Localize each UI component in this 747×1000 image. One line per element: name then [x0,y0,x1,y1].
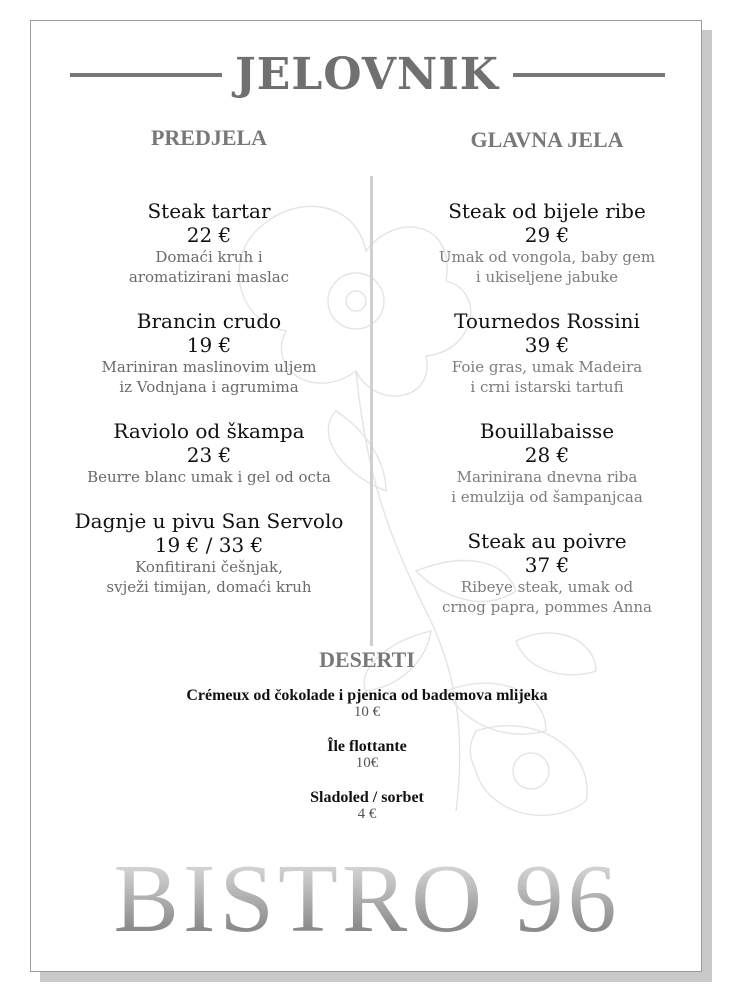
item-price: 28 € [524,443,570,467]
item-name: Steak tartar [147,199,271,223]
item-description: Umak od vongola, baby gem [438,248,656,266]
item-price: 39 € [524,333,570,357]
list-item [31,687,702,738]
list-item [49,199,369,309]
list-item [387,419,702,529]
item-description: Domaći kruh i [155,248,263,266]
dessert-price: 4 € [357,806,377,822]
desserts-heading: DESERTI [319,647,415,672]
mains-heading: GLAVNA JELA [470,127,624,152]
starters-list [49,199,369,619]
item-name: Raviolo od škampa [113,419,305,443]
desserts-section [31,647,702,840]
mains-list [387,199,702,639]
item-description: Marinirana dnevna riba [456,468,638,486]
item-description: Foie gras, umak Madeira [451,358,643,376]
list-item [31,738,702,789]
item-description: aromatizirani maslac [128,268,290,286]
item-price: 29 € [524,223,570,247]
item-description: svježi timijan, domaći kruh [106,578,312,596]
dessert-name: Crémeux od čokolade i pjenica od bademova mlijeka [186,687,548,704]
item-description: Ribeye steak, umak od [460,578,634,596]
item-name: Tournedos Rossini [454,309,640,333]
item-name: Steak od bijele ribe [448,199,646,223]
list-item [49,419,369,509]
item-description: Konfitirani češnjak, [135,558,283,576]
item-price: 19 € [186,333,232,357]
item-description: i emulzija od šampanjcaa [451,488,643,506]
item-description: iz Vodnjana i agrumima [119,378,299,396]
list-item [387,529,702,639]
dessert-name: Île flottante [327,738,407,755]
list-item [31,789,702,840]
item-name: Steak au poivre [467,529,627,553]
item-description: Mariniran maslinovim uljem [101,358,317,376]
dessert-price: 10€ [355,755,379,771]
item-description: i ukiseljene jabuke [475,268,619,286]
dessert-price: 10 € [353,704,381,720]
item-price: 23 € [186,443,232,467]
menu-page [30,20,702,972]
dessert-name: Sladoled / sorbet [310,789,424,806]
restaurant-brand: BISTRO 96 [31,839,702,959]
item-description: crnog papra, pommes Anna [442,598,652,616]
item-price: 22 € [186,223,232,247]
item-name: Bouillabaisse [479,419,615,443]
list-item [49,509,369,619]
list-item [387,199,702,309]
column-divider [370,176,373,646]
item-name: Brancin crudo [136,309,282,333]
item-description: Beurre blanc umak i gel od octa [87,468,331,486]
item-name: Dagnje u pivu San Servolo [74,509,344,533]
list-item [387,309,702,419]
item-description: i crni istarski tartufi [470,378,624,396]
item-price: 19 € / 33 € [154,533,264,557]
list-item [49,309,369,419]
starters-heading: PREDJELA [150,125,268,150]
menu-title: JELOVNIK [234,49,500,100]
item-price: 37 € [524,553,570,577]
